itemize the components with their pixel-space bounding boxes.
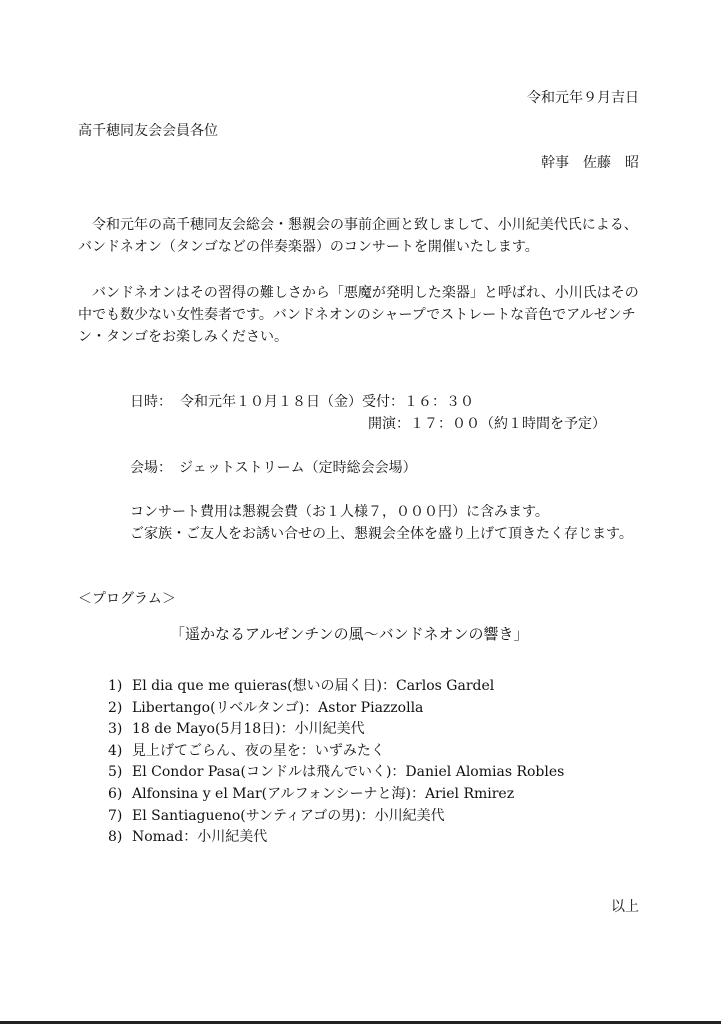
invitation-note: ご家族・ご友人をお誘い合せの上、懇親会全体を盛り上げて頂きたく存じます。 [130,526,633,542]
sender: 幹事 佐藤 昭 [541,155,639,171]
description-paragraph: バンドネオンはその習得の難しさから「悪魔が発明した楽器」と呼ばれ、小川氏はその中でも数少ない女性奏者です。バンドネオンのシャープでストレートな音色でアルゼンチン・タンゴをお楽しみください。 [78,285,639,345]
program-item [108,784,564,806]
program-title: 「遥かなるアルゼンチンの風～バンドネオンの響き」 [170,625,529,643]
program-item-number: 4) [108,742,123,759]
fee-note: コンサート費用は懇親会費（お１人様７，０００円）に含みます。 [130,504,549,520]
datetime-label: 日時： [130,394,172,410]
program-item-number: 7) [108,807,123,824]
venue: 会場： ジェットストリーム（定時総会会場） [130,460,417,476]
program-item [108,698,564,720]
program-item-text: El Condor Pasa(コンドルは飛んでいく)：Daniel Alomias Robles [132,764,565,781]
program-item-text: Alfonsina y el Mar(アルフォンシーナと海)：Ariel Rmirez [132,785,515,802]
datetime-date: 令和元年１０月１８日（金）受付：１６：３０ [180,394,474,410]
closing-remark: 以上 [611,899,639,915]
issue-date: 令和元年９月吉日 [527,90,639,106]
program-item [108,741,564,763]
program-list [108,676,564,849]
program-item-text: Nomad：小川紀美代 [132,829,268,846]
program-item [108,719,564,741]
program-item [108,676,564,698]
recipient: 高千穂同友会会員各位 [78,123,218,139]
program-item [108,762,564,784]
program-item-number: 6) [108,785,123,802]
program-item-number: 1) [108,678,123,694]
program-item [108,827,564,849]
program-item-text: El dia que me quieras(想いの届く日)：Carlos Gardel [132,678,495,694]
program-item-text: 18 de Mayo(5月18日)：小川紀美代 [132,721,365,738]
program-item-text: Libertango(リベルタンゴ)：Astor Piazzolla [132,699,424,716]
program-item-text: El Santiagueno(サンティアゴの男)：小川紀美代 [132,807,445,824]
program-item-number: 8) [108,829,123,846]
intro-paragraph: 令和元年の高千穂同友会総会・懇親会の事前企画と致しまして、小川紀美代氏による、バンドネオン（タンゴなどの伴奏楽器）のコンサートを開催いたします。 [78,217,638,255]
program-item-number: 3) [108,721,123,738]
program-item [108,806,564,828]
datetime-start: 開演：１７：００（約１時間を予定） [368,416,606,432]
program-item-number: 5) [108,764,123,781]
program-heading: ＜プログラム＞ [78,591,176,607]
program-item-text: 見上げてごらん、夜の星を：いずみたく [132,742,385,759]
program-item-number: 2) [108,699,123,716]
